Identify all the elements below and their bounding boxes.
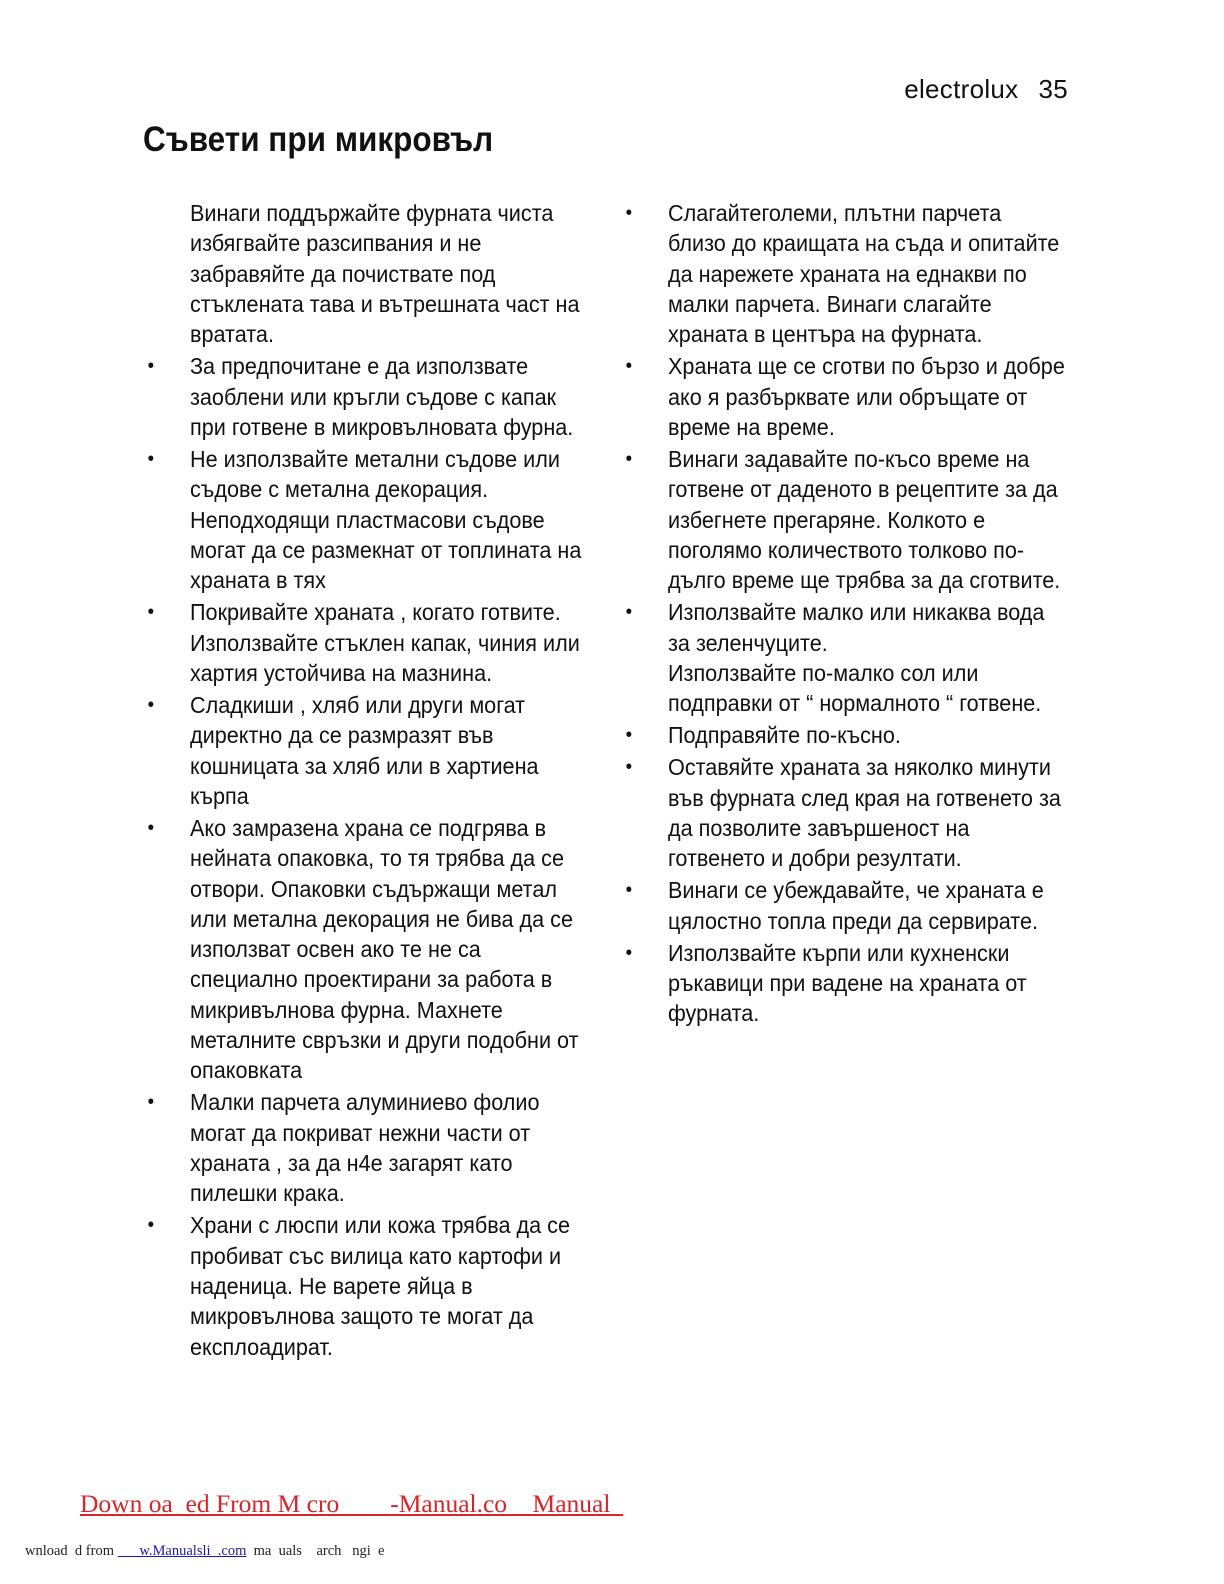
footer-note-prefix: wnload d from <box>25 1543 118 1559</box>
tip-text-line: избягвайте разсипвания и не <box>190 230 482 257</box>
tip-list-item <box>625 875 1054 936</box>
tip-text-line: ако я разбърквате или обръщате от <box>668 383 1028 410</box>
bullet-icon: • <box>147 355 155 378</box>
tip-text-line: готвене от даденото в рецептите за да <box>668 476 1058 503</box>
tip-list-item <box>625 597 1054 718</box>
tip-text-line: Винаги задавайте по-късо време на <box>668 445 1030 472</box>
tip-text-line: Малки парчета алуминиево фолио <box>190 1089 540 1116</box>
tip-text-line: отвори. Опаковки съдържащи метал <box>190 875 557 902</box>
download-banner-link[interactable]: Down oa ed From M cro -Manual.co Manual <box>80 1489 624 1518</box>
tip-text-line: съдове с метална декорация. <box>190 476 489 503</box>
tip-text-line: цялостно топла преди да сервирате. <box>668 907 1039 934</box>
footer-note-suffix: ma uals arch ngi e <box>246 1543 385 1559</box>
tip-text-line: поголямо количеството толково по- <box>668 536 1025 563</box>
tip-text-line: готвенето и добри резултати. <box>668 845 962 872</box>
tip-text-line: Сладкиши , хляб или други могат <box>190 691 526 718</box>
tip-text-line: Използвайте кърпи или кухненски <box>668 939 1010 966</box>
tip-text-line: кошницата за хляб или в хартиена <box>190 752 539 779</box>
tip-text-line: хартия устойчива на мазнина. <box>190 659 493 686</box>
page-number: 35 <box>1038 74 1068 104</box>
tip-list-item <box>625 938 1054 1029</box>
tip-text-line: фурната. <box>668 1000 760 1027</box>
bullet-icon: • <box>147 1214 155 1237</box>
page-header <box>904 74 1068 105</box>
tip-text-line: да нарежете храната на еднакви по <box>668 260 1027 287</box>
tip-text-line: Винаги поддържайте фурната чиста <box>190 200 554 226</box>
tip-text-line: кърпа <box>190 782 249 809</box>
tip-text-line: За предпочитане е да използвате <box>190 353 529 380</box>
tip-text-line: Винаги се убеждавайте, че храната е <box>668 877 1044 904</box>
tip-text-line: дълго време ще трябва за да сготвите. <box>668 567 1061 594</box>
tip-text-line: пилешки крака. <box>190 1180 345 1207</box>
bullet-icon: • <box>625 756 633 779</box>
tip-text-line: или метална декорация не бива да се <box>190 905 573 932</box>
tip-text-line: Покривайте храната , когато готвите. <box>190 599 561 626</box>
tip-text-line: опаковката <box>190 1057 303 1084</box>
tip-text-line: микривълнова фурна. Махнете <box>190 996 503 1023</box>
tip-text-line: във фурната след края на готвенето за <box>668 784 1061 811</box>
bullet-icon: • <box>625 355 633 378</box>
tip-text-line: заоблени или кръгли съдове с капак <box>190 383 557 410</box>
bullet-icon: • <box>625 447 633 470</box>
tip-list-item <box>625 720 1054 750</box>
tip-text-line: стъклената тава и вътрешната част на <box>190 290 580 317</box>
tip-text-line: нейната опаковка, то тя трябва да се <box>190 845 564 872</box>
bullet-icon: • <box>147 1091 155 1114</box>
bullet-icon: • <box>625 724 633 747</box>
tip-text-line: избегнете прегаряне. Колкото е <box>668 506 986 533</box>
tip-list-item <box>625 351 1065 442</box>
tip-text-line: да позволите завършеност на <box>668 814 970 841</box>
tip-text-line: металните свръзки и други подобни от <box>190 1027 579 1053</box>
tip-list-item <box>147 690 576 811</box>
tip-text-line: директно да се размразят във <box>190 722 494 749</box>
tip-text-line: пробиват със вилица като картофи и <box>190 1242 562 1269</box>
tip-text-line: малки парчета. Винаги слагайте <box>668 290 992 317</box>
bullet-icon: • <box>147 447 155 470</box>
tip-list-item <box>147 597 580 688</box>
bullet-icon: • <box>147 816 155 839</box>
tip-text-line: Оставяйте храната за няколко минути <box>668 754 1051 781</box>
tip-text-line: храната в тях <box>190 567 326 594</box>
tip-text-line: Подправяйте по-късно. <box>668 722 901 749</box>
page-title: Съвети при микровъл <box>143 120 494 159</box>
tip-text-line: храната , за да н4е загарят като <box>190 1149 513 1176</box>
tip-text-line: близо до краищата на съда и опитайте <box>668 230 1060 257</box>
bullet-icon: • <box>147 693 155 716</box>
tip-text-line: могат да се размекнат от топлината на <box>190 536 582 563</box>
tip-list-item <box>625 444 1061 595</box>
tip-text-line: Използвайте стъклен капак, чиния или <box>190 629 580 656</box>
brand-name: electrolux <box>904 74 1019 104</box>
tip-text-line: Ако замразена храна се подгрява в <box>190 814 547 841</box>
tip-text-line: време на време. <box>668 413 835 440</box>
tip-list-item <box>147 444 582 595</box>
tip-text-line: могат да покриват нежни части от <box>190 1119 531 1146</box>
tip-text-line: подправки от “ нормалното “ готвене. <box>668 690 1042 717</box>
tip-text-line: забравяйте да почиствате под <box>190 260 496 287</box>
tip-text-line: храната в центъра на фурната. <box>668 321 983 348</box>
tip-text-line: Използвайте по-малко сол или <box>668 659 979 686</box>
tip-text-line: Използвайте малко или никаква вода <box>668 599 1045 626</box>
bullet-icon: • <box>625 879 633 902</box>
tip-text-line: Слагайтеголеми, плътни парчета <box>668 200 1002 226</box>
tip-text-line: при готвене в микровълновата фурна. <box>190 413 574 440</box>
tip-text-line: експлоадират. <box>190 1333 333 1360</box>
tip-text-line: Неподходящи пластмасови съдове <box>190 506 545 533</box>
footer-download-note <box>25 1543 385 1560</box>
tip-text-line: микровълнова защото те могат да <box>190 1303 534 1330</box>
tip-text-line: наденица. Не варете яйца в <box>190 1272 473 1299</box>
tip-text-line: за зеленчуците. <box>668 629 828 656</box>
tip-list-item <box>190 198 580 349</box>
bullet-icon: • <box>625 941 633 964</box>
bullet-icon: • <box>625 202 633 224</box>
tip-text-line: Храната ще се сготви по бързо и добре <box>668 353 1065 380</box>
tip-text-line: вратата. <box>190 321 274 348</box>
tip-text-line: ръкавици при вадене на храната от <box>668 970 1027 996</box>
tip-text-line: Храни с люспи или кожа трябва да се <box>190 1212 571 1239</box>
left-column-list <box>147 198 610 1364</box>
bullet-icon: • <box>625 601 633 624</box>
bullet-icon: • <box>147 601 155 624</box>
tip-list-item <box>625 198 1060 349</box>
tip-list-item <box>147 351 576 442</box>
tip-list-item <box>147 813 579 1086</box>
right-column-list <box>625 198 1088 1030</box>
tip-text-line: специално проектирани за работа в <box>190 966 553 993</box>
tip-list-item <box>147 1210 576 1361</box>
tip-text-line: използват освен ако те не са <box>190 936 481 963</box>
manualslib-link[interactable]: w.Manualsli .com <box>117 1543 247 1559</box>
tip-list-item <box>625 752 1061 873</box>
tip-text-line: Не използвайте метални съдове или <box>190 445 560 472</box>
tip-list-item <box>147 1087 576 1208</box>
